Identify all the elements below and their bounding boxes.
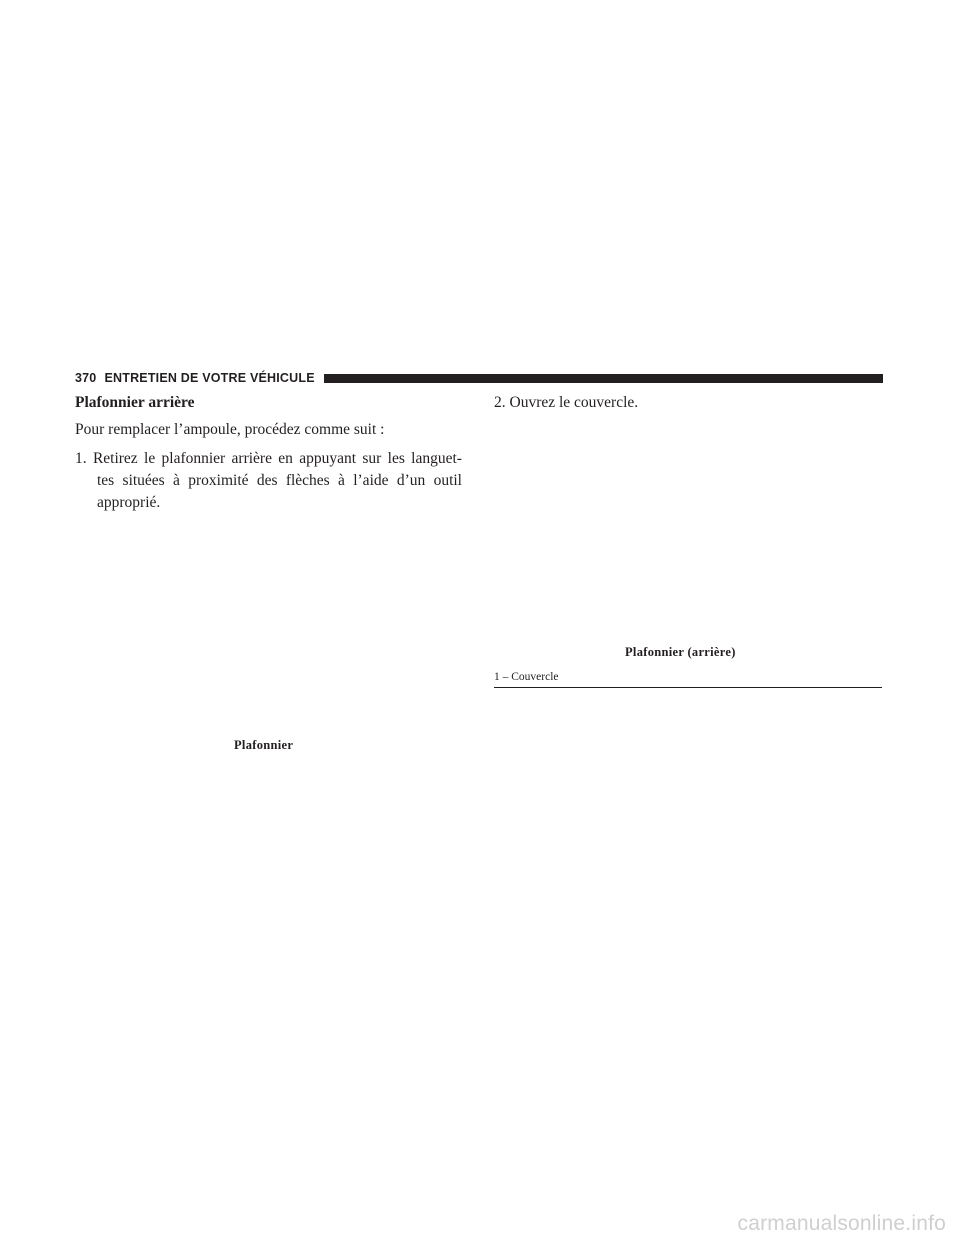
word: les [387, 450, 405, 467]
word: flèches [285, 472, 330, 489]
page-header [75, 369, 883, 387]
legend-divider [494, 687, 882, 688]
word: plafonnier [161, 450, 226, 467]
word: proximité [188, 472, 249, 489]
word: sur [362, 450, 382, 467]
step-1 [75, 448, 462, 514]
word: languet- [411, 450, 462, 467]
figure-caption-plafonnier: Plafonnier [234, 738, 294, 752]
word: le [144, 450, 156, 467]
word: situées [122, 472, 165, 489]
word: en [278, 450, 293, 467]
header-rule-bar [324, 374, 883, 383]
word: Retirez [92, 450, 138, 467]
figure-legend: 1 – Couvercle [494, 671, 559, 683]
step-1-line-2 [75, 470, 462, 492]
section-title: ENTRETIEN DE VOTRE VÉHICULE [104, 371, 315, 385]
intro-paragraph: Pour remplacer l’ampoule, procédez comme suit : [75, 421, 385, 438]
figure-caption-plafonnier-arriere: Plafonnier (arrière) [625, 645, 736, 659]
section-heading: Plafonnier arrière [75, 394, 195, 411]
word: arrière [231, 450, 272, 467]
step-1-line-3: approprié. [97, 494, 161, 511]
word: tes [97, 472, 115, 489]
word: à [338, 472, 345, 489]
step-number: 1. [75, 450, 87, 467]
step-2: 2. Ouvrez le couvercle. [494, 394, 639, 411]
word: d’un [396, 472, 426, 489]
step-1-line-1 [75, 448, 462, 470]
word: des [256, 472, 278, 489]
word: outil [433, 472, 462, 489]
page-number: 370 [75, 371, 97, 385]
word: à [173, 472, 180, 489]
word: l’aide [353, 472, 389, 489]
word: appuyant [299, 450, 357, 467]
watermark: carmanualsonline.info [737, 1212, 946, 1235]
